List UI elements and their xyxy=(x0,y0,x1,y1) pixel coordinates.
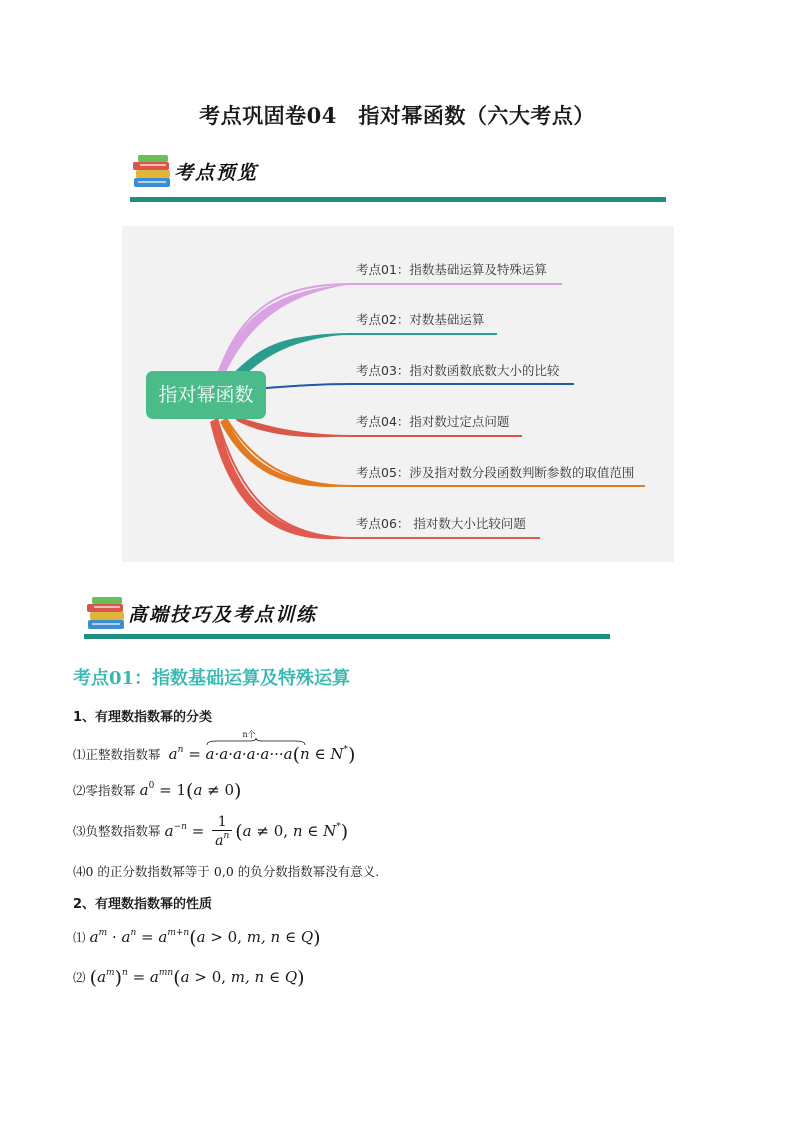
statement-fraction-exponent: ⑷0 的正分数指数幂等于 0,0 的负分数指数幂没有意义. xyxy=(73,864,380,879)
training-banner xyxy=(84,594,610,644)
subheading-properties: 2、有理数指数幂的性质 xyxy=(73,897,213,912)
mindmap-branch-label: 考点06： 指对数大小比较问题 xyxy=(356,516,526,531)
overbrace xyxy=(206,738,306,746)
formula-product-rule: ⑴ $a^m \cdot a^n = a^{m+n}(a > 0$, m, n ∈ Q) xyxy=(73,927,321,949)
mindmap-branch-label: 考点04：指对数过定点问题 xyxy=(356,414,510,429)
banner-training-text: 高端技巧及考点训练 xyxy=(128,604,318,626)
item-label: ⑵零指数幂 xyxy=(73,783,136,798)
item-label: ⑵ xyxy=(73,970,86,985)
section-heading: 考点01：指数基础运算及特殊运算 xyxy=(73,668,351,689)
mindmap-branch-label: 考点01：指数基础运算及特殊运算 xyxy=(356,262,547,277)
preview-banner xyxy=(130,152,666,202)
mindmap-branch-label: 考点03：指对数函数底数大小的比较 xyxy=(356,363,560,378)
banner-preview-text: 考点预览 xyxy=(174,162,259,184)
item-label: ⑴ xyxy=(73,930,86,945)
overbrace-label: n个 xyxy=(242,730,256,739)
formula-negative-integer-exponent: ⑶负整数指数幂 $a^{-n}$ = $\frac{1}{a^n}$ (a ≠ 0, n ∈ N*) xyxy=(73,814,349,849)
formula-power-rule: ⑵ $(a^m)^n = a^{mn}(a > 0$, m, n ∈ Q) xyxy=(73,967,305,989)
mindmap-branch-label: 考点02：对数基础运算 xyxy=(356,312,485,327)
books-icon xyxy=(130,152,174,192)
banner-rule xyxy=(84,634,610,639)
branch-03 xyxy=(266,384,574,388)
mindmap-root: 指对幂函数 xyxy=(146,371,266,419)
formula-zero-exponent: ⑵零指数幂 $a^0 = 1(a \ne 0)$ xyxy=(73,780,242,802)
item-label: ⑶负整数指数幂 xyxy=(73,823,161,839)
mindmap-branch-label: 考点05：涉及指对数分段函数判断参数的取值范围 xyxy=(356,465,635,480)
item-label: ⑴正整数指数幂 xyxy=(73,747,161,762)
mindmap xyxy=(122,226,674,562)
branch-01-taper xyxy=(217,284,352,376)
banner-rule xyxy=(130,197,666,202)
document-title: 考点巩固卷04 指对幂函数（六大考点） xyxy=(199,103,595,128)
books-icon xyxy=(84,594,128,634)
subheading-classification: 1、有理数指数幂的分类 xyxy=(73,710,213,725)
formula-positive-integer-exponent: ⑴正整数指数幂 $a^n$ = n个 a·a·a·a·a···a(n ∈ N*) xyxy=(73,730,356,766)
